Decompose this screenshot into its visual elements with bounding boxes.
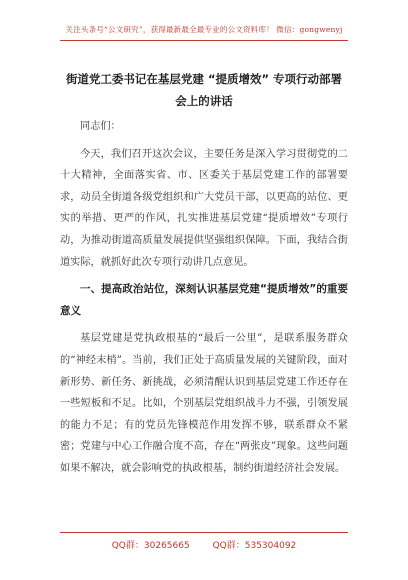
footer-qq-group-2: QQ群：535304092 (212, 541, 297, 551)
paragraph-section-1: 基层党建是党执政根基的“最后一公里”，是联系服务群众的“神经末梢”。当前，我们正处于高质量发展的关键阶段，面对新形势、新任务、新挑战，必须清醒认识到基层党建工作还存在一些短板和不足。比如，个别基层党组织战斗力不强，引领发展的能力不足；有的党员先锋模范作用发挥不够，联系群众不紧密；党建与中心工作融合度不高，存在“两张皮”现象。这些问题如果不解决，就会影响党的执政根基，制约街道经济社会发展。 (60, 333, 348, 474)
header-divider (60, 40, 348, 41)
title-line-2: 会上的讲话 (175, 94, 233, 108)
header-banner: 关注头条号“公文研究”，获得最新最全最专业的公文资料库！ 微信：gongwenyj (65, 25, 343, 34)
footer-contacts (0, 538, 408, 551)
section-heading-1: 一、提高政治站位，深刻认识基层党建“提质增效”的重要意义 (60, 283, 348, 317)
document-title (54, 68, 354, 112)
title-line-1: 街道党工委书记在基层党建 “提质增效” 专项行动部署 (65, 72, 343, 86)
document-body (60, 116, 348, 486)
footer-qq-group-1: QQ群：30265665 (111, 541, 190, 551)
paragraph-intro: 今天，我们召开这次会议，主要任务是深入学习贯彻党的二十大精神，全面落实省、市、区委关于基层党建工作的部署要求，动员全街道各级党组织和广大党员干部，以更高的站位、更实的举措、更严的作风，扎实推进基层党建“提质增效”专项行动，为推动街道高质量发展提供坚强组织保障。下面，我结合街道实际，就抓好此次专项行动讲几点意见。 (60, 148, 348, 268)
salutation: 同志们： (80, 121, 121, 132)
footer-divider (60, 532, 348, 533)
